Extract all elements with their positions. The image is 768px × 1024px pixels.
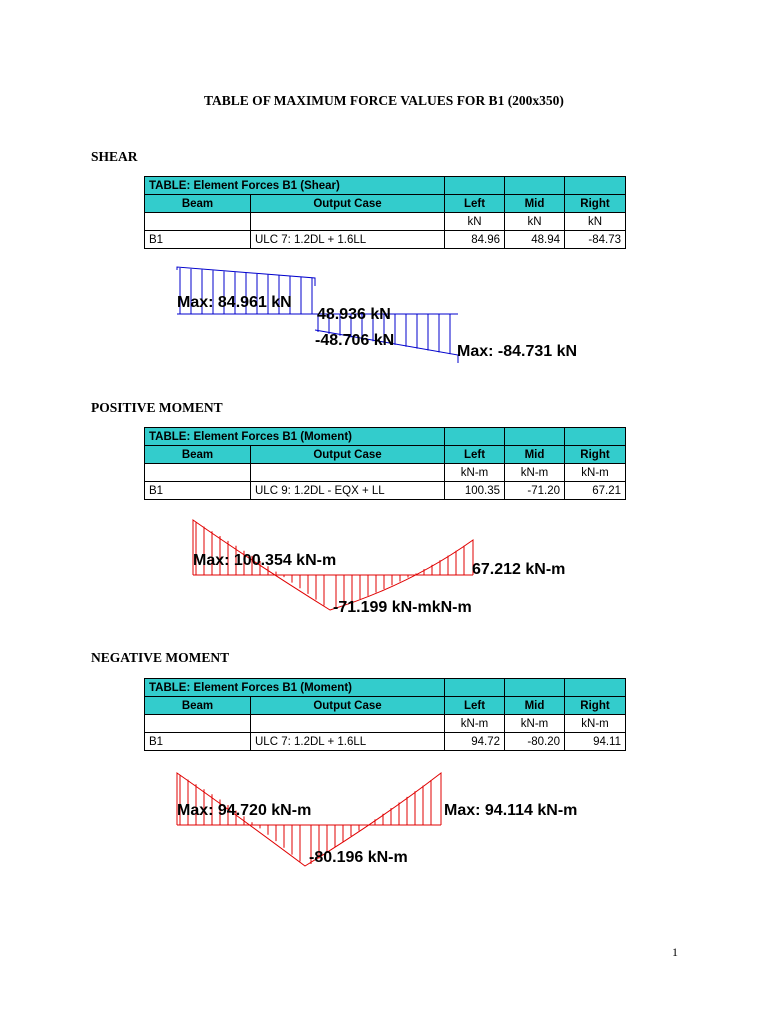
page-number: 1 <box>672 945 678 959</box>
cell-mid: -71.20 <box>505 482 565 500</box>
unit-cell: kN-m <box>445 715 505 733</box>
column-header: Beam <box>145 697 251 715</box>
column-header: Right <box>565 446 626 464</box>
cell-mid: -80.20 <box>505 733 565 751</box>
unit-cell: kN <box>505 213 565 231</box>
unit-cell: kN-m <box>565 464 626 482</box>
cell-left: 100.35 <box>445 482 505 500</box>
cell-beam: B1 <box>145 231 251 249</box>
column-header: Right <box>565 195 626 213</box>
positive-moment-label-right: 67.212 kN-m <box>472 561 566 578</box>
cell-left: 94.72 <box>445 733 505 751</box>
column-header: Left <box>445 195 505 213</box>
cell-mid: 48.94 <box>505 231 565 249</box>
negative-moment-label-max-left: Max: 94.720 kN-m <box>177 802 312 819</box>
positive-moment-label-mid: -71.199 kN-mkN-m <box>333 599 472 616</box>
cell-output-case: ULC 9: 1.2DL - EQX + LL <box>251 482 445 500</box>
column-header: Left <box>445 446 505 464</box>
page-title: TABLE OF MAXIMUM FORCE VALUES FOR B1 (200x350) <box>204 93 564 108</box>
table-title: TABLE: Element Forces B1 (Moment) <box>145 679 445 697</box>
unit-cell: kN <box>445 213 505 231</box>
unit-cell: kN-m <box>565 715 626 733</box>
table-title: TABLE: Element Forces B1 (Shear) <box>145 177 445 195</box>
cell-right: -84.73 <box>565 231 626 249</box>
column-header: Output Case <box>251 697 445 715</box>
column-header: Left <box>445 697 505 715</box>
cell-output-case: ULC 7: 1.2DL + 1.6LL <box>251 231 445 249</box>
unit-cell: kN-m <box>505 464 565 482</box>
column-header: Beam <box>145 195 251 213</box>
shear-label-max-left: Max: 84.961 kN <box>177 294 292 311</box>
cell-right: 94.11 <box>565 733 626 751</box>
cell-output-case: ULC 7: 1.2DL + 1.6LL <box>251 733 445 751</box>
section-heading-negative-moment: NEGATIVE MOMENT <box>91 650 230 665</box>
shear-label-max-right: Max: -84.731 kN <box>457 343 578 360</box>
shear-label-mid-negative: -48.706 kN <box>315 332 395 349</box>
section-heading-positive-moment: POSITIVE MOMENT <box>91 400 223 415</box>
cell-beam: B1 <box>145 482 251 500</box>
column-header: Mid <box>505 697 565 715</box>
section-heading-shear: SHEAR <box>91 149 138 164</box>
negative-moment-label-max-right: Max: 94.114 kN-m <box>444 802 578 819</box>
negative-moment-label-mid: -80.196 kN-m <box>309 849 408 866</box>
table-title: TABLE: Element Forces B1 (Moment) <box>145 428 445 446</box>
shear-label-mid-positive: 48.936 kN <box>317 306 391 323</box>
column-header: Mid <box>505 195 565 213</box>
cell-left: 84.96 <box>445 231 505 249</box>
column-header: Right <box>565 697 626 715</box>
unit-cell: kN <box>565 213 626 231</box>
unit-cell: kN-m <box>505 715 565 733</box>
positive-moment-label-max-left: Max: 100.354 kN-m <box>193 552 337 569</box>
cell-right: 67.21 <box>565 482 626 500</box>
cell-beam: B1 <box>145 733 251 751</box>
unit-cell: kN-m <box>445 464 505 482</box>
column-header: Beam <box>145 446 251 464</box>
column-header: Output Case <box>251 446 445 464</box>
column-header: Output Case <box>251 195 445 213</box>
column-header: Mid <box>505 446 565 464</box>
